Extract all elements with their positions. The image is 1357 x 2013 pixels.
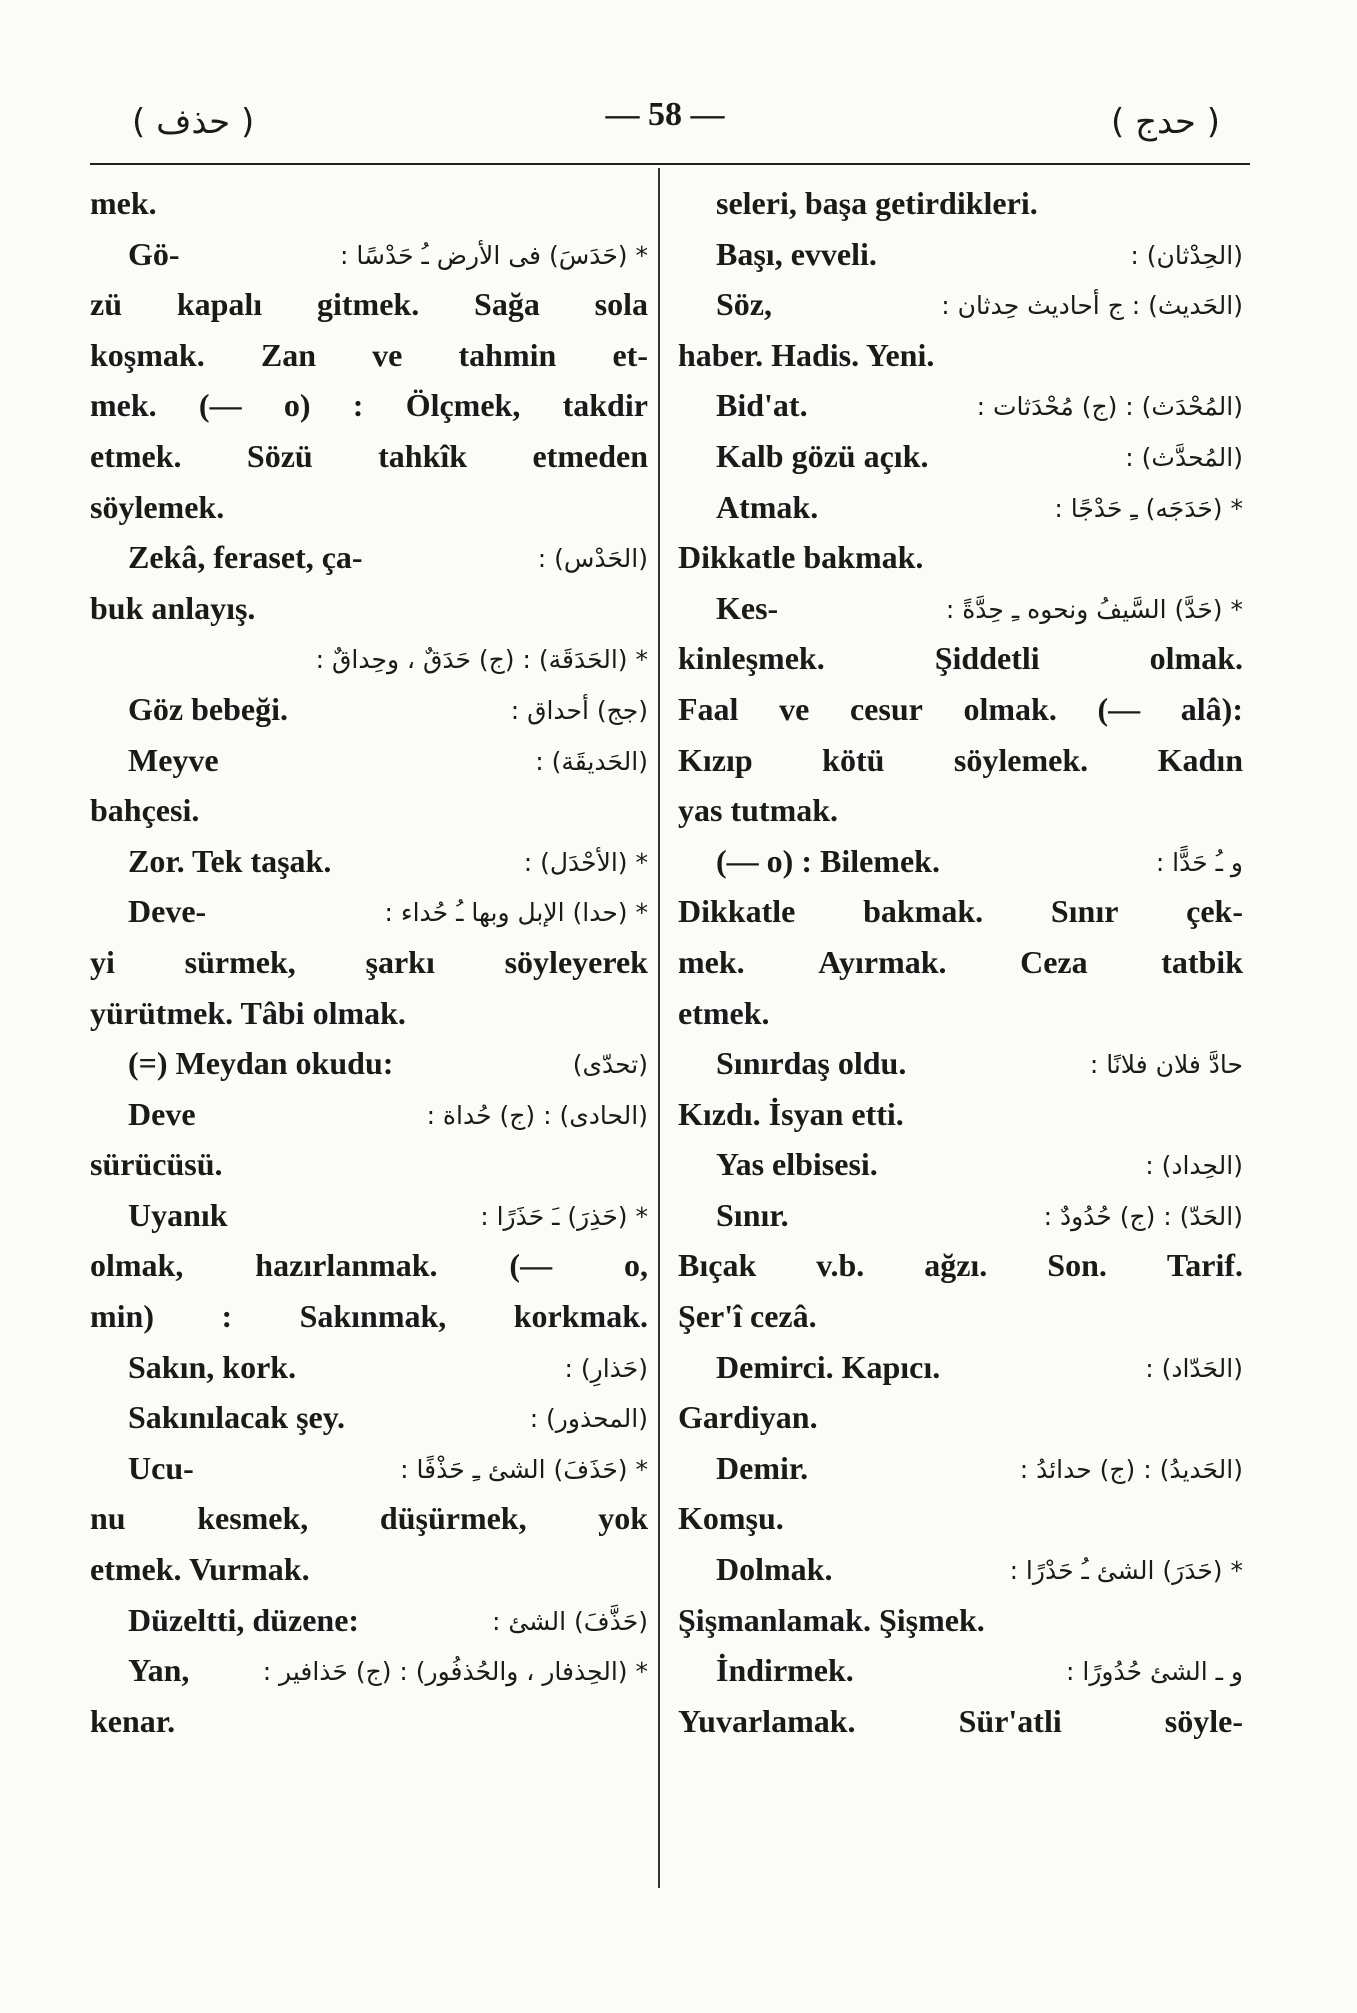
arabic-headword: (الحِداد) : bbox=[1145, 1151, 1243, 1181]
dictionary-line bbox=[678, 1595, 1243, 1646]
turkish-text: Şişmanlamak. Şişmek. bbox=[678, 1601, 985, 1638]
turkish-text: bahçesi. bbox=[90, 792, 200, 829]
turkish-text: yas tutmak. bbox=[678, 792, 839, 829]
dictionary-line bbox=[90, 482, 648, 533]
turkish-text: (— o) : Bilemek. bbox=[716, 842, 940, 879]
dictionary-line bbox=[678, 330, 1243, 381]
turkish-text: Bıçak v.b. ağzı. Son. Tarif. bbox=[678, 1247, 1243, 1284]
arabic-headword: (الحَديدُ) : (ج) حدائدُ : bbox=[1019, 1454, 1243, 1484]
dictionary-line bbox=[90, 1544, 648, 1595]
arabic-headword: * (حَدَسَ) فى الأرض ـُ حَدْسًا : bbox=[340, 240, 648, 270]
turkish-text: Dikkatle bakmak. Sınır çek- bbox=[678, 893, 1243, 930]
dictionary-line bbox=[678, 1291, 1243, 1342]
arabic-headword: (تحدّى) bbox=[572, 1050, 648, 1080]
header-rule bbox=[90, 163, 1250, 165]
turkish-text: Zekâ, feraset, ça- bbox=[128, 539, 363, 576]
arabic-headword: * (حَدَّ) السَّيفُ ونحوه ـِ حِدَّةً : bbox=[945, 594, 1243, 624]
turkish-text: Başı, evveli. bbox=[716, 235, 877, 272]
dictionary-line bbox=[678, 1493, 1243, 1544]
turkish-text: Şer'î cezâ. bbox=[678, 1298, 817, 1335]
turkish-text: Kızdı. İsyan etti. bbox=[678, 1095, 904, 1132]
turkish-text: Gö- bbox=[128, 235, 180, 272]
turkish-text: (=) Meydan okudu: bbox=[128, 1045, 394, 1082]
page-header bbox=[90, 96, 1240, 166]
dictionary-line bbox=[678, 1696, 1243, 1747]
arabic-headword: و ـُ حَدًّا : bbox=[1155, 847, 1243, 877]
dictionary-line bbox=[90, 1190, 648, 1241]
dictionary-line bbox=[678, 532, 1243, 583]
turkish-text: Deve bbox=[128, 1095, 196, 1132]
turkish-text: Yan, bbox=[128, 1652, 190, 1689]
turkish-text: Faal ve cesur olmak. (— alâ): bbox=[678, 690, 1243, 727]
dictionary-line bbox=[90, 1291, 648, 1342]
dictionary-line bbox=[678, 988, 1243, 1039]
page-number: — 58 — bbox=[605, 96, 725, 133]
turkish-text: Sınır. bbox=[716, 1196, 789, 1233]
turkish-text: zü kapalı gitmek. Sağa sola bbox=[90, 286, 648, 323]
dictionary-line bbox=[90, 735, 648, 786]
dictionary-line bbox=[90, 684, 648, 735]
arabic-headword: * (الحَدَقَة) : (ج) حَدَقٌ ، وحِداقٌ : bbox=[315, 645, 648, 675]
dictionary-line bbox=[90, 1139, 648, 1190]
left-column bbox=[90, 178, 648, 1746]
dictionary-line bbox=[90, 886, 648, 937]
dictionary-line bbox=[90, 279, 648, 330]
turkish-text: yi sürmek, şarkı söyleyerek bbox=[90, 943, 648, 980]
turkish-text: Demirci. Kapıcı. bbox=[716, 1348, 941, 1385]
turkish-text: Demir. bbox=[716, 1449, 809, 1486]
dictionary-line bbox=[678, 583, 1243, 634]
dictionary-line bbox=[678, 1089, 1243, 1140]
dictionary-line bbox=[678, 229, 1243, 280]
dictionary-line bbox=[678, 1038, 1243, 1089]
arabic-headword: (الحَديقَة) : bbox=[535, 746, 648, 776]
dictionary-line bbox=[90, 633, 648, 684]
dictionary-line bbox=[90, 229, 648, 280]
dictionary-line bbox=[90, 1240, 648, 1291]
turkish-text: haber. Hadis. Yeni. bbox=[678, 336, 935, 373]
turkish-text: Meyve bbox=[128, 741, 219, 778]
turkish-text: min) : Sakınmak, korkmak. bbox=[90, 1298, 648, 1335]
turkish-text: Deve- bbox=[128, 893, 207, 930]
turkish-text: nu kesmek, düşürmek, yok bbox=[90, 1500, 648, 1537]
turkish-text: yürütmek. Tâbi olmak. bbox=[90, 994, 406, 1031]
turkish-text: söylemek. bbox=[90, 488, 225, 525]
turkish-text: mek. Ayırmak. Ceza tatbik bbox=[678, 943, 1243, 980]
dictionary-line bbox=[678, 431, 1243, 482]
arabic-headword: (الحَديث) : ج أحاديث حِدثان : bbox=[941, 291, 1243, 321]
arabic-headword: (الحادى) : (ج) حُداة : bbox=[426, 1100, 648, 1130]
dictionary-line bbox=[678, 886, 1243, 937]
dictionary-line bbox=[90, 1342, 648, 1393]
dictionary-line bbox=[90, 178, 648, 229]
arabic-headword: * (حَذِرَ) ـَ حَذَرًا : bbox=[480, 1201, 648, 1231]
turkish-text: Dikkatle bakmak. bbox=[678, 539, 924, 576]
dictionary-line bbox=[678, 178, 1243, 229]
dictionary-line bbox=[90, 431, 648, 482]
dictionary-line bbox=[90, 836, 648, 887]
dictionary-line bbox=[678, 279, 1243, 330]
dictionary-line bbox=[90, 1089, 648, 1140]
turkish-text: kinleşmek. Şiddetli olmak. bbox=[678, 640, 1243, 677]
dictionary-line bbox=[90, 988, 648, 1039]
arabic-headword: * (حَذَفَ) الشئ ـِ حَذْفًا : bbox=[400, 1454, 648, 1484]
dictionary-line bbox=[90, 1392, 648, 1443]
dictionary-line bbox=[678, 836, 1243, 887]
dictionary-line bbox=[90, 1645, 648, 1696]
arabic-headword: (المُحدَّث) : bbox=[1125, 442, 1243, 472]
turkish-text: Ucu- bbox=[128, 1449, 194, 1486]
arabic-headword: و ـ الشئ حُدُورًا : bbox=[1066, 1657, 1243, 1687]
turkish-text: Göz bebeği. bbox=[128, 690, 288, 727]
arabic-headword: * (حَدَجَه) ـِ حَدْجًا : bbox=[1054, 493, 1243, 523]
turkish-text: etmek. Sözü tahkîk etmeden bbox=[90, 437, 648, 474]
right-root-heading: ( حدج ) bbox=[1111, 102, 1220, 142]
dictionary-line bbox=[678, 1240, 1243, 1291]
dictionary-line bbox=[90, 1493, 648, 1544]
turkish-text: etmek. bbox=[678, 994, 770, 1031]
right-column bbox=[678, 178, 1243, 1746]
column-divider bbox=[658, 168, 660, 1888]
dictionary-line bbox=[678, 1392, 1243, 1443]
dictionary-line bbox=[90, 532, 648, 583]
dictionary-line bbox=[678, 684, 1243, 735]
arabic-headword: (الحَدْس) : bbox=[537, 544, 648, 574]
dictionary-line bbox=[90, 1696, 648, 1747]
dictionary-line bbox=[678, 1139, 1243, 1190]
turkish-text: mek. (— o) : Ölçmek, takdir bbox=[90, 387, 648, 424]
dictionary-line bbox=[678, 1645, 1243, 1696]
turkish-text: Kes- bbox=[716, 589, 779, 626]
dictionary-line bbox=[678, 633, 1243, 684]
turkish-text: Yas elbisesi. bbox=[716, 1146, 878, 1183]
dictionary-line bbox=[678, 380, 1243, 431]
dictionary-line bbox=[90, 785, 648, 836]
dictionary-line bbox=[678, 1190, 1243, 1241]
turkish-text: Atmak. bbox=[716, 488, 819, 525]
turkish-text: Sınırdaş oldu. bbox=[716, 1045, 907, 1082]
turkish-text: Bid'at. bbox=[716, 387, 808, 424]
arabic-headword: * (حَدَرَ) الشئ ـُ حَدْرًا : bbox=[1009, 1556, 1243, 1586]
arabic-headword: * (الحِذفار ، والحُذفُور) : (ج) حَذافير : bbox=[262, 1657, 648, 1687]
turkish-text: Kızıp kötü söylemek. Kadın bbox=[678, 741, 1243, 778]
dictionary-line bbox=[678, 482, 1243, 533]
turkish-text: seleri, başa getirdikleri. bbox=[716, 185, 1038, 221]
arabic-headword: (المحذور) : bbox=[529, 1404, 648, 1434]
dictionary-line bbox=[678, 937, 1243, 988]
dictionary-line bbox=[90, 583, 648, 634]
arabic-headword: (جج) أحداق : bbox=[510, 695, 648, 725]
arabic-headword: حادَّ فلان فلانًا : bbox=[1089, 1050, 1243, 1080]
dictionary-line bbox=[678, 735, 1243, 786]
dictionary-line bbox=[90, 1038, 648, 1089]
turkish-text: Uyanık bbox=[128, 1196, 228, 1233]
turkish-text: Söz, bbox=[716, 286, 772, 323]
dictionary-line bbox=[678, 785, 1243, 836]
dictionary-line bbox=[90, 1443, 648, 1494]
dictionary-line bbox=[90, 330, 648, 381]
arabic-headword: * (الأحْدَل) : bbox=[523, 847, 648, 877]
turkish-text: Düzeltti, düzene: bbox=[128, 1601, 360, 1638]
turkish-text: Gardiyan. bbox=[678, 1399, 818, 1436]
turkish-text: koşmak. Zan ve tahmin et- bbox=[90, 336, 648, 373]
dictionary-line bbox=[90, 937, 648, 988]
left-root-heading: ( حذف ) bbox=[132, 102, 255, 142]
arabic-headword: (الحَدّ) : (ج) حُدُودٌ : bbox=[1043, 1201, 1243, 1231]
turkish-text: Yuvarlamak. Sür'atli söyle- bbox=[678, 1702, 1243, 1739]
turkish-text: Zor. Tek taşak. bbox=[128, 842, 332, 879]
turkish-text: sürücüsü. bbox=[90, 1146, 223, 1183]
arabic-headword: (المُحْدَث) : (ج) مُحْدَثات : bbox=[976, 392, 1243, 422]
dictionary-line bbox=[90, 1595, 648, 1646]
turkish-text: Kalb gözü açık. bbox=[716, 437, 929, 474]
dictionary-line bbox=[90, 380, 648, 431]
turkish-text: buk anlayış. bbox=[90, 589, 256, 626]
arabic-headword: * (حدا) الإبل وبها ـُ حُداء : bbox=[384, 898, 648, 928]
turkish-text: kenar. bbox=[90, 1702, 176, 1739]
turkish-text: Dolmak. bbox=[716, 1551, 833, 1588]
turkish-text: etmek. Vurmak. bbox=[90, 1551, 310, 1588]
turkish-text: mek. bbox=[90, 185, 157, 221]
dictionary-line bbox=[678, 1443, 1243, 1494]
turkish-text: Komşu. bbox=[678, 1500, 784, 1537]
arabic-headword: (حَذَّفَ) الشئ : bbox=[491, 1606, 648, 1636]
arabic-headword: (حَذارِ) : bbox=[564, 1353, 648, 1383]
arabic-headword: (الحِدْثان) : bbox=[1130, 240, 1243, 270]
turkish-text: Sakın, kork. bbox=[128, 1348, 297, 1385]
turkish-text: İndirmek. bbox=[716, 1652, 854, 1689]
arabic-headword: (الحَدّاد) : bbox=[1145, 1353, 1243, 1383]
dictionary-line bbox=[678, 1342, 1243, 1393]
turkish-text: Sakınılacak şey. bbox=[128, 1399, 345, 1436]
dictionary-line bbox=[678, 1544, 1243, 1595]
turkish-text: olmak, hazırlanmak. (— o, bbox=[90, 1247, 648, 1284]
